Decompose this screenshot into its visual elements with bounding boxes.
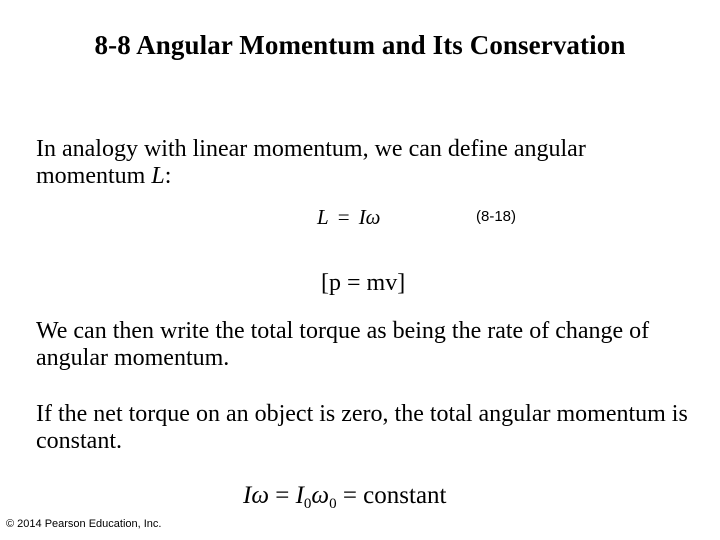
- equation-operator: =: [337, 205, 350, 229]
- equation-conservation: [243, 482, 447, 513]
- conservation-inertia-subscript: 0: [303, 496, 312, 512]
- para1-colon: :: [164, 163, 172, 189]
- copyright-notice: © 2014 Pearson Education, Inc.: [6, 518, 162, 530]
- equation-rhs: Iω: [358, 205, 381, 229]
- linear-momentum-analogy: [p = mv]: [321, 270, 406, 296]
- conservation-inertia: I: [295, 482, 304, 509]
- conservation-omega-subscript: 0: [329, 496, 337, 512]
- para1-variable: L: [151, 163, 165, 189]
- conservation-lhs: Iω: [243, 482, 269, 509]
- conservation-rhs: = constant: [336, 482, 447, 509]
- conservation-equals-1: =: [268, 482, 296, 509]
- paragraph-conservation: If the net torque on an object is zero, the total angular momentum is constant.: [36, 401, 688, 454]
- paragraph-torque-rate: We can then write the total torque as being the rate of change of angular momentum.: [36, 318, 650, 371]
- paragraph-angular-momentum-definition: [36, 136, 696, 190]
- slide-title: 8-8 Angular Momentum and Its Conservation: [94, 30, 626, 60]
- equation-lhs: L: [317, 205, 329, 229]
- conservation-omega: ω: [311, 482, 330, 509]
- equation-number: (8-18): [476, 208, 517, 225]
- equation-angular-momentum: [317, 205, 381, 230]
- para1-text: In analogy with linear momentum, we can define angular momentum: [36, 136, 586, 189]
